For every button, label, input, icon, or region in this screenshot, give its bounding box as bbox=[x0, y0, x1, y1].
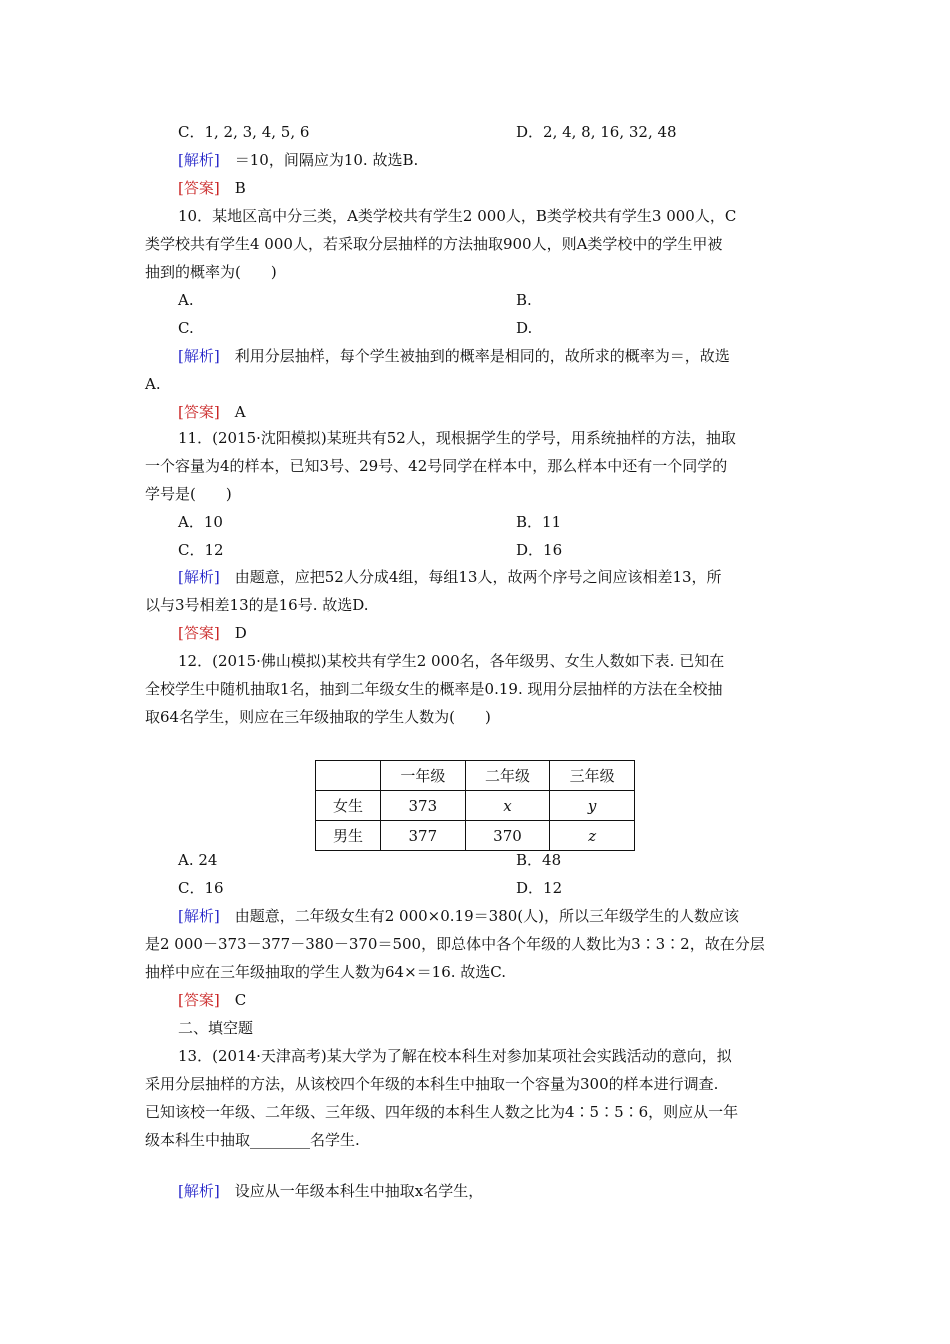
answer-tag: [答案] bbox=[178, 624, 220, 642]
q13-stem-line1: 13．(2014·天津高考)某大学为了解在校本科生对参加某项社会实践活动的意向，拟 bbox=[178, 1047, 732, 1065]
table-header-cell: 一年级 bbox=[381, 761, 466, 791]
q13-stem-line3: 已知该校一年级、二年级、三年级、四年级的本科生人数之比为4∶5∶5∶6，则应从一年 bbox=[145, 1103, 739, 1121]
q12-stem-line1: 12．(2015·佛山模拟)某校共有学生2 000名，各年级男、女生人数如下表. 已知在 bbox=[178, 652, 725, 670]
q11-option-c: C．12 bbox=[178, 541, 224, 559]
section-heading: 二、填空题 bbox=[178, 1019, 254, 1037]
q11-analysis-line1: [解析] 由题意，应把52人分成4组，每组13人，故两个序号之间应该相差13，所 bbox=[178, 568, 722, 586]
q10-option-b: B. bbox=[516, 291, 532, 309]
q13-analysis: [解析] 设应从一年级本科生中抽取x名学生， bbox=[178, 1182, 484, 1200]
table-header-cell: 三年级 bbox=[550, 761, 635, 791]
q11-stem-line3: 学号是( ) bbox=[145, 485, 232, 503]
q11-option-b: B．11 bbox=[516, 513, 562, 531]
q9-option-c: C．1, 2, 3, 4, 5, 6 bbox=[178, 123, 310, 141]
table-cell: 373 bbox=[381, 791, 466, 821]
q12-option-a: A. 24 bbox=[178, 851, 218, 869]
q10-option-c: C. bbox=[178, 319, 194, 337]
q12-analysis-line1: [解析] 由题意，二年级女生有2 000×0.19＝380(人)，所以三年级学生的人数应该 bbox=[178, 907, 739, 925]
answer-tag: [答案] bbox=[178, 403, 220, 421]
q9-option-d: D．2, 4, 8, 16, 32, 48 bbox=[516, 123, 677, 141]
q12-analysis-line2: 是2 000－373－377－380－370＝500，即总体中各个年级的人数比为3∶3∶2，故在分层 bbox=[145, 935, 765, 953]
q11-option-d: D．16 bbox=[516, 541, 563, 559]
q10-option-a: A. bbox=[178, 291, 194, 309]
q10-answer: [答案] A bbox=[178, 403, 246, 421]
q9-analysis: [解析] ＝10，间隔应为10. 故选B. bbox=[178, 151, 419, 169]
table-cell: y bbox=[550, 791, 635, 821]
table-cell: 女生 bbox=[316, 791, 381, 821]
q11-stem-line1: 11．(2015·沈阳模拟)某班共有52人，现根据学生的学号，用系统抽样的方法，抽取 bbox=[178, 429, 736, 447]
table-cell: z bbox=[550, 821, 635, 851]
q12-option-b: B．48 bbox=[516, 851, 562, 869]
table-cell: 男生 bbox=[316, 821, 381, 851]
q10-analysis-line1: [解析] 利用分层抽样，每个学生被抽到的概率是相同的，故所求的概率为＝，故选 bbox=[178, 347, 730, 365]
q12-answer: [答案] C bbox=[178, 991, 247, 1009]
q11-stem-line2: 一个容量为4的样本，已知3号、29号、42号同学在样本中，那么样本中还有一个同学的 bbox=[145, 457, 728, 475]
q12-option-c: C．16 bbox=[178, 879, 224, 897]
analysis-tag: [解析] bbox=[178, 568, 220, 586]
q12-option-d: D．12 bbox=[516, 879, 563, 897]
q11-analysis-line2: 以与3号相差13的是16号. 故选D. bbox=[145, 596, 369, 614]
q11-answer: [答案] D bbox=[178, 624, 247, 642]
answer-tag: [答案] bbox=[178, 991, 220, 1009]
q11-option-a: A．10 bbox=[178, 513, 223, 531]
q12-analysis-line3: 抽样中应在三年级抽取的学生人数为64×＝16. 故选C. bbox=[145, 963, 506, 981]
answer-tag: [答案] bbox=[178, 179, 220, 197]
table-cell: 370 bbox=[465, 821, 550, 851]
table-header-row bbox=[316, 761, 635, 791]
analysis-tag: [解析] bbox=[178, 151, 220, 169]
grade-table bbox=[315, 760, 635, 851]
analysis-tag: [解析] bbox=[178, 1182, 220, 1200]
q12-stem-line3: 取64名学生，则应在三年级抽取的学生人数为( ) bbox=[145, 708, 491, 726]
q10-analysis-line2: A. bbox=[145, 375, 161, 393]
table-cell: x bbox=[465, 791, 550, 821]
q13-stem-line4: 级本科生中抽取________名学生. bbox=[145, 1131, 360, 1149]
q10-stem-line1: 10．某地区高中分三类，A类学校共有学生2 000人，B类学校共有学生3 000人，C bbox=[178, 207, 737, 225]
table-header-cell bbox=[316, 761, 381, 791]
q10-option-d: D. bbox=[516, 319, 533, 337]
q10-stem-line2: 类学校共有学生4 000人，若采取分层抽样的方法抽取900人，则A类学校中的学生甲被 bbox=[145, 235, 723, 253]
analysis-tag: [解析] bbox=[178, 907, 220, 925]
table-header-cell: 二年级 bbox=[465, 761, 550, 791]
analysis-tag: [解析] bbox=[178, 347, 220, 365]
table-row bbox=[316, 791, 635, 821]
q10-stem-line3: 抽到的概率为( ) bbox=[145, 263, 277, 281]
q12-stem-line2: 全校学生中随机抽取1名，抽到二年级女生的概率是0.19. 现用分层抽样的方法在全校抽 bbox=[145, 680, 723, 698]
q9-answer: [答案] B bbox=[178, 179, 246, 197]
q13-stem-line2: 采用分层抽样的方法，从该校四个年级的本科生中抽取一个容量为300的样本进行调查. bbox=[145, 1075, 719, 1093]
table-cell: 377 bbox=[381, 821, 466, 851]
table-row bbox=[316, 821, 635, 851]
